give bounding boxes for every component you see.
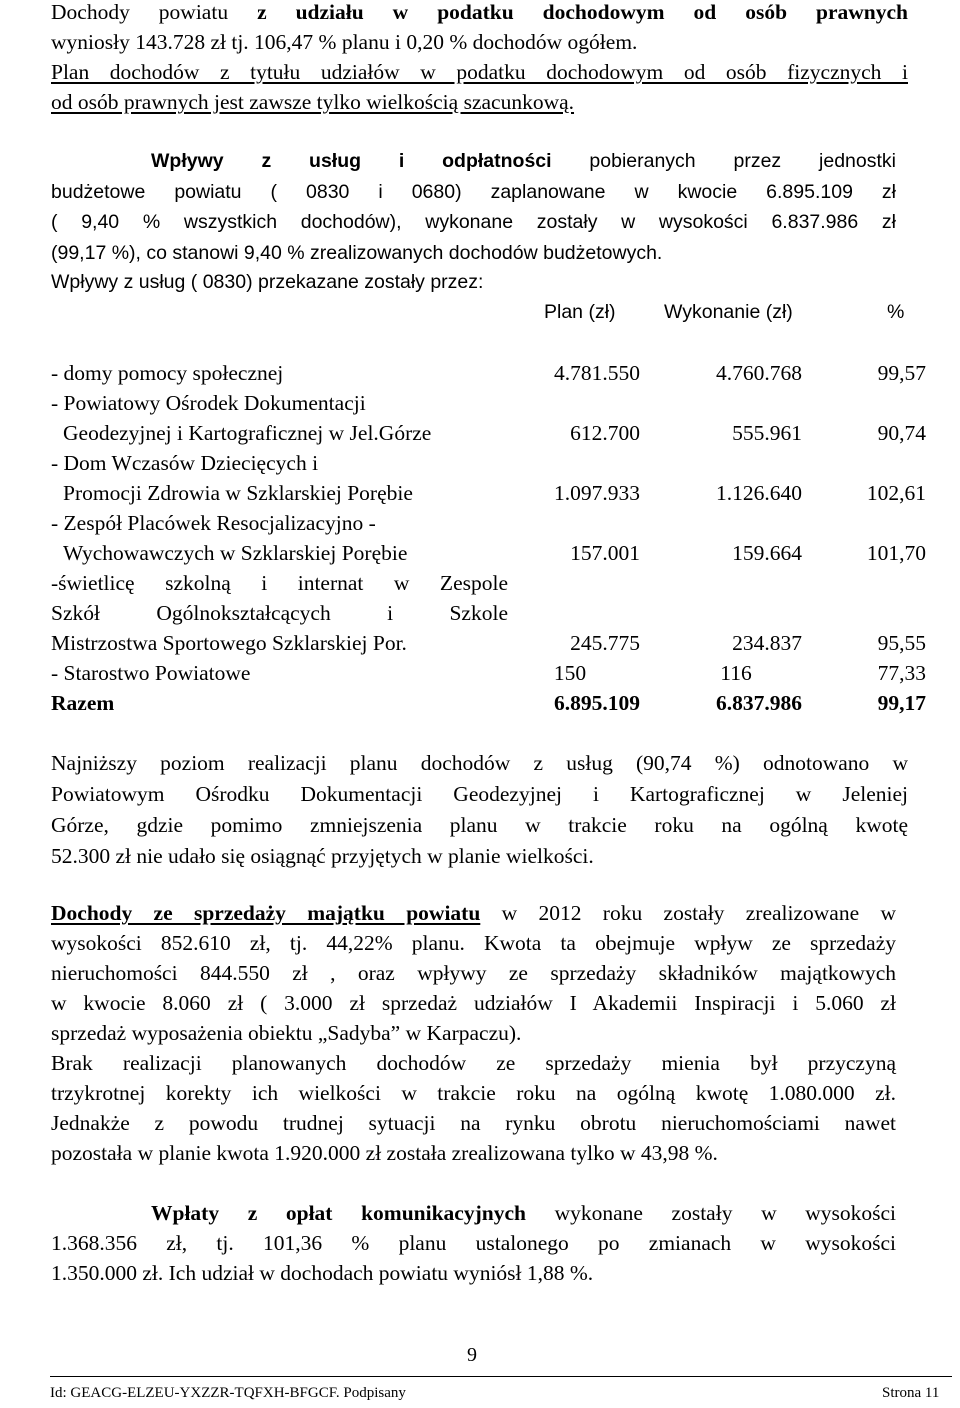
p2-line-3: ( 9,40 % wszystkich dochodów), wykonane zostały w wysokości 6.837.986 zł	[51, 211, 896, 233]
p3-line-2: Powiatowym Ośrodku Dokumentacji Geodezyjnej i Kartograficznej w Jeleniej	[51, 782, 908, 806]
p5-line-1-rest: wykonane zostały w wysokości	[525, 1201, 896, 1225]
p4-line-3: nieruchomości 844.550 zł , oraz wpływy ze sprzedaży składników majątkowych	[51, 961, 896, 985]
footer-divider	[50, 1376, 952, 1377]
p2-bold-phrase: Wpływy z usług i odpłatności	[151, 150, 552, 172]
table-row-name-cont: Promocji Zdrowia w Szklarskiej Porębie	[63, 481, 413, 505]
table-row-name-cont: Wychowawczych w Szklarskiej Porębie	[63, 541, 408, 565]
table-cell-plan: 150	[553, 661, 587, 685]
p1-line-4: od osób prawnych jest zawsze tylko wielkością szacunkową.	[51, 90, 575, 114]
p4-line-1	[51, 903, 896, 925]
table-cell-execution: 555.961	[732, 421, 802, 445]
p2-line-1-rest: pobieranych przez jednostki	[551, 150, 896, 172]
table-row-name-cont: Geodezyjnej i Kartograficznej w Jel.Górze	[63, 421, 432, 445]
table-row-name-cont: Szkół Ogólnokształcących i Szkole	[51, 601, 508, 625]
col-header-percent: %	[887, 301, 905, 323]
p1-line-2: wyniosły 143.728 zł tj. 106,47 % planu i 0,20 % dochodów ogółem.	[51, 30, 638, 54]
table-cell-plan: 157.001	[570, 541, 640, 565]
p5-line-3: 1.350.000 zł. Ich udział w dochodach powiatu wyniósł 1,88 %.	[51, 1261, 594, 1285]
p3-line-4: 52.300 zł nie udało się osiągnąć przyjętych w planie wielkości.	[51, 844, 594, 868]
table-cell-execution: 4.760.768	[716, 361, 802, 385]
p4-line-7: trzykrotnej korekty ich wielkości w trakcie roku na ogólną kwotę 1.080.000 zł.	[51, 1081, 896, 1105]
footer-document-id: Id: GEACG-ELZEU-YXZZR-TQFXH-BFGCF. Podpisany	[50, 1385, 406, 1401]
table-cell-percent: 99,57	[877, 361, 926, 385]
table-cell-plan: 4.781.550	[554, 361, 640, 385]
p1-lead: Dochody powiatu	[51, 0, 258, 24]
p4-line-2: wysokości 852.610 zł, tj. 44,22% planu. Kwota ta obejmuje wpływ ze sprzedaży	[51, 931, 896, 955]
table-cell-execution: 234.837	[732, 631, 802, 655]
table-cell-plan: 245.775	[570, 631, 640, 655]
p4-line-6: Brak realizacji planowanych dochodów ze sprzedaży mienia był przyczyną	[51, 1051, 896, 1075]
p3-line-1: Najniższy poziom realizacji planu dochodów z usług (90,74 %) odnotowano w	[51, 751, 908, 775]
table-total-plan: 6.895.109	[554, 691, 640, 715]
footer-page-label: Strona 11	[882, 1385, 940, 1401]
table-cell-percent: 95,55	[877, 631, 926, 655]
table-total-label: Razem	[51, 691, 115, 715]
p2-line-4: (99,17 %), co stanowi 9,40 % zrealizowanych dochodów budżetowych.	[51, 242, 663, 264]
table-cell-execution: 1.126.640	[716, 481, 802, 505]
p4-line-9: pozostała w planie kwota 1.920.000 zł została zrealizowana tylko w 43,98 %.	[51, 1141, 718, 1165]
table-cell-plan: 612.700	[570, 421, 640, 445]
table-cell-percent: 101,70	[866, 541, 926, 565]
table-cell-execution: 159.664	[732, 541, 802, 565]
p4-line-8: Jednakże z powodu trudnej sytuacji na rynku obrotu nieruchomościami nawet	[51, 1111, 896, 1135]
table-total-execution: 6.837.986	[716, 691, 802, 715]
col-header-plan: Plan (zł)	[544, 301, 616, 323]
p4-line-4: w kwocie 8.060 zł ( 3.000 zł sprzedaż udziałów I Akademii Inspiracji i 5.060 zł	[51, 991, 896, 1015]
p2-line-5: Wpływy z usług ( 0830) przekazane zostały przez:	[51, 271, 484, 293]
table-cell-percent: 90,74	[877, 421, 926, 445]
table-row-name: - Dom Wczasów Dziecięcych i	[51, 451, 319, 475]
p4-line-5: sprzedaż wyposażenia obiektu „Sadyba” w Karpaczu).	[51, 1021, 522, 1045]
p3-line-3: Górze, gdzie pomimo zmniejszenia planu w trakcie roku na ogólną kwotę	[51, 813, 908, 837]
table-row-name: - Powiatowy Ośrodek Dokumentacji	[51, 391, 366, 415]
table-cell-percent: 102,61	[866, 481, 926, 505]
table-row-name: - Zespół Placówek Resocjalizacyjno -	[51, 511, 376, 535]
table-cell-percent: 77,33	[877, 661, 926, 685]
p5-line-2: 1.368.356 zł, tj. 101,36 % planu ustalonego po zmianach w wysokości	[51, 1231, 896, 1255]
p5-line-1	[151, 1203, 896, 1225]
table-cell-plan: 1.097.933	[554, 481, 640, 505]
p1-line-3: Plan dochodów z tytułu udziałów w podatku dochodowym od osób fizycznych i	[51, 60, 908, 84]
table-row-name: -świetlicę szkolną i internat w Zespole	[51, 571, 508, 595]
table-row-name: - domy pomocy społecznej	[51, 361, 284, 385]
p1-line-1	[51, 2, 908, 24]
p5-bold-phrase: Wpłaty z opłat komunikacyjnych	[151, 1201, 526, 1225]
table-cell-execution: 116	[720, 661, 752, 685]
p2-line-2: budżetowe powiatu ( 0830 i 0680) zaplanowane w kwocie 6.895.109 zł	[51, 181, 896, 203]
col-header-execution: Wykonanie (zł)	[664, 301, 793, 323]
table-total-percent: 99,17	[877, 691, 926, 715]
p4-bold-phrase: Dochody ze sprzedaży majątku powiatu	[51, 901, 481, 925]
p1-bold-phrase: z udziału w podatku dochodowym od osób prawnych	[257, 0, 908, 24]
p4-line-1-rest: w 2012 roku zostały zrealizowane w	[480, 901, 896, 925]
page-number: 9	[467, 1344, 477, 1366]
table-row-name: - Starostwo Powiatowe	[51, 661, 251, 685]
table-row-name-cont: Mistrzostwa Sportowego Szklarskiej Por.	[51, 631, 407, 655]
p2-line-1	[151, 152, 896, 172]
